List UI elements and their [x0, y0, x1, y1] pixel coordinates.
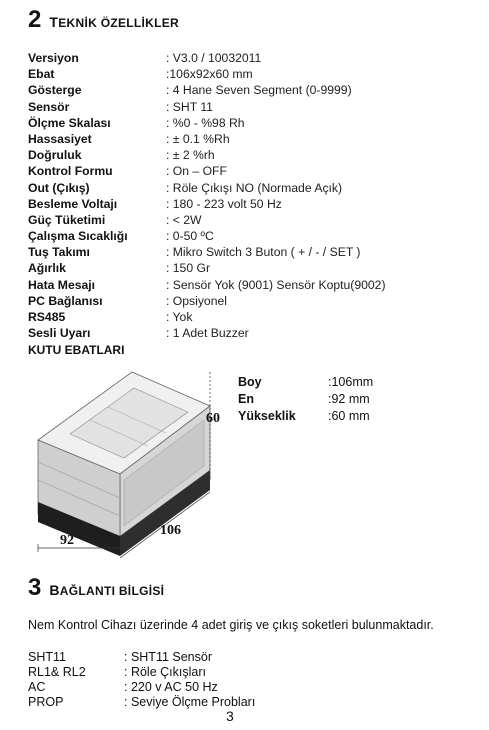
connection-row [28, 680, 468, 695]
connection-intro: Nem Kontrol Cihazı üzerinde 4 adet giriş ve çıkış soketleri bulunmaktadır. [28, 618, 434, 632]
spec-label: Güç Tüketimi [28, 212, 106, 227]
spec-row [28, 163, 468, 179]
spec-label: Çalışma Sıcaklığı [28, 229, 128, 244]
spec-label: Doğruluk [28, 148, 82, 163]
section-title: TEKNİK ÖZELLİKLER [49, 14, 180, 30]
spec-label: Ağırlık [28, 261, 66, 276]
spec-value: :106x92x60 mm [166, 67, 253, 82]
connection-list [28, 650, 468, 710]
dimension-row [238, 391, 373, 408]
connection-row [28, 695, 468, 710]
spec-value: : 150 Gr [166, 261, 211, 276]
spec-value: : On – OFF [166, 164, 227, 179]
connection-label: RL1& RL2 [28, 665, 86, 679]
spec-label: Hassasiyet [28, 131, 92, 146]
section-number: 3 [28, 574, 42, 601]
spec-label: RS485 [28, 310, 66, 324]
dimension-value: :106mm [328, 375, 374, 389]
spec-row [28, 180, 468, 196]
spec-value: : SHT 11 [166, 99, 213, 114]
spec-value: : 0-50 ºC [166, 229, 214, 244]
dimension-value: :60 mm [328, 409, 370, 423]
dimension-row [238, 374, 373, 391]
connection-row [28, 650, 468, 665]
dimension-label: Yükseklik [238, 409, 296, 423]
section-title: BAĞLANTI BİLGİSİ [49, 582, 165, 598]
spec-label: Besleme Voltajı [28, 196, 118, 211]
spec-label: Ebat [28, 67, 55, 82]
connection-label: PROP [28, 695, 64, 709]
spec-value: : 1 Adet Buzzer [166, 326, 249, 341]
spec-list [28, 50, 468, 341]
connection-label: AC [28, 680, 46, 694]
spec-row [28, 115, 468, 131]
box-dimensions-heading: KUTU EBATLARI [28, 343, 125, 357]
section-3-heading [28, 574, 164, 602]
spec-value: : ± 2 %rh [166, 148, 215, 163]
dimension-row [238, 408, 373, 425]
spec-value: : 180 - 223 volt 50 Hz [166, 196, 282, 211]
spec-value: : Opsiyonel [166, 293, 227, 308]
spec-row [28, 277, 468, 293]
spec-label: Hata Mesajı [28, 277, 96, 292]
spec-value: : ± 0.1 %Rh [166, 131, 230, 146]
connection-label: SHT11 [28, 650, 66, 664]
dimension-label: En [238, 392, 254, 406]
spec-value: : %0 - %98 Rh [166, 115, 245, 130]
spec-label: Tuş Takımı [28, 245, 90, 260]
spec-label: Sensör [28, 99, 70, 114]
spec-label: Gösterge [28, 83, 82, 98]
spec-value: : Mikro Switch 3 Buton ( + / - / SET ) [166, 245, 361, 260]
spec-value: : 4 Hane Seven Segment (0-9999) [166, 83, 352, 98]
spec-row [28, 147, 468, 163]
spec-row [28, 244, 468, 260]
spec-value: : V3.0 / 10032011 [166, 51, 262, 65]
page-number: 3 [226, 708, 234, 724]
depth-label: 106 [160, 523, 181, 538]
enclosure-illustration [20, 362, 230, 562]
section-2-heading [28, 6, 179, 34]
spec-label: Out (Çıkış) [28, 180, 90, 195]
connection-value: : Seviye Ölçme Probları [124, 695, 256, 709]
width-label: 92 [60, 533, 74, 548]
spec-value: : < 2W [166, 212, 202, 227]
section-number: 2 [28, 6, 42, 33]
spec-row [28, 66, 468, 82]
spec-value: : Sensör Yok (9001) Sensör Koptu(9002) [166, 277, 386, 292]
spec-label: Kontrol Formu [28, 164, 113, 179]
spec-row [28, 228, 468, 244]
spec-row [28, 309, 468, 325]
spec-label: Versiyon [28, 51, 79, 65]
spec-row [28, 325, 468, 341]
spec-value: : Röle Çıkışı NO (Normade Açık) [166, 180, 343, 195]
spec-row [28, 260, 468, 276]
spec-row [28, 50, 468, 66]
dimension-list [238, 374, 373, 425]
spec-row [28, 99, 468, 115]
spec-label: PC Bağlanısı [28, 293, 103, 308]
dimension-value: :92 mm [328, 392, 370, 406]
connection-row [28, 665, 468, 680]
height-label: 60 [206, 411, 220, 426]
spec-row [28, 82, 468, 98]
spec-row [28, 196, 468, 212]
spec-label: Ölçme Skalası [28, 115, 111, 130]
spec-row [28, 212, 468, 228]
connection-value: : SHT11 Sensör [124, 650, 213, 664]
spec-row [28, 131, 468, 147]
spec-label: Sesli Uyarı [28, 326, 91, 341]
connection-value: : Röle Çıkışları [124, 665, 206, 679]
dimension-label: Boy [238, 375, 262, 389]
spec-value: : Yok [166, 310, 193, 324]
connection-value: : 220 v AC 50 Hz [124, 680, 218, 694]
spec-row [28, 293, 468, 309]
